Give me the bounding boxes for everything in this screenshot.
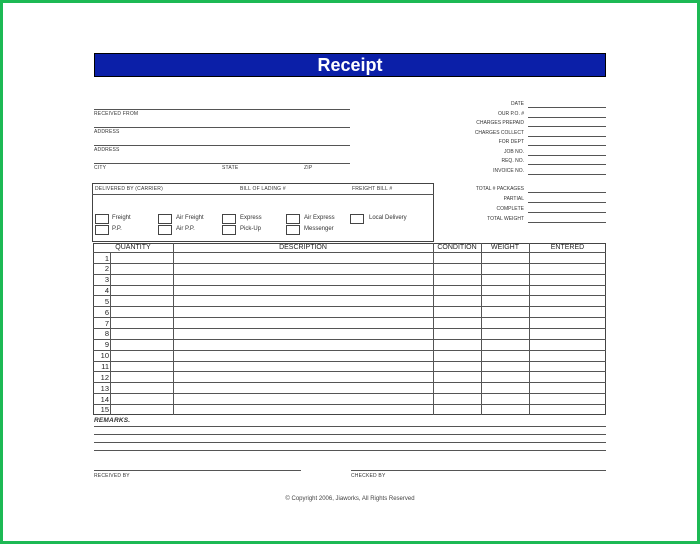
right-field-line[interactable]: [528, 145, 606, 146]
pp-label: P.P.: [112, 226, 122, 232]
total-line[interactable]: [528, 192, 606, 193]
right-field-label: FOR DEPT: [498, 139, 524, 145]
bill-of-lading-label: BILL OF LADING #: [240, 186, 286, 192]
copyright-notice: © Copyright 2006, Jiaworks, All Rights Reserved: [285, 496, 415, 502]
checkbox-air-pp[interactable]: [158, 225, 172, 235]
header-quantity: QUANTITY: [115, 244, 151, 251]
header-description: DESCRIPTION: [279, 244, 327, 251]
right-field-line[interactable]: [528, 155, 606, 156]
checkbox-air-express[interactable]: [286, 214, 300, 224]
column-divider: [433, 243, 434, 415]
total-label: TOTAL WEIGHT: [487, 216, 524, 222]
header-entered: ENTERED: [550, 244, 585, 251]
row-number: 11: [101, 362, 109, 371]
row-number: 5: [104, 296, 109, 306]
carrier-divider: [92, 194, 434, 195]
column-divider: [110, 252, 111, 415]
row-number: 8: [104, 329, 109, 339]
row-number: 6: [104, 307, 109, 317]
row-number: 14: [100, 394, 109, 404]
zip-label: ZIP: [304, 165, 313, 171]
express-label: Express: [240, 215, 262, 221]
row-number: 15: [100, 405, 109, 415]
right-field-label: CHARGES COLLECT: [474, 129, 524, 136]
checkbox-pick-up[interactable]: [222, 225, 236, 235]
total-label: COMPLETE: [496, 206, 524, 212]
checked-by-label: CHECKED BY: [351, 473, 386, 479]
city-label: CITY: [94, 165, 107, 171]
messenger-label: Messenger: [304, 226, 334, 232]
checkbox-local-delivery[interactable]: [350, 214, 364, 224]
remarks-line[interactable]: [94, 450, 606, 451]
row-number: 9: [104, 340, 109, 350]
pick-up-label: Pick-Up: [240, 226, 262, 232]
total-line[interactable]: [528, 222, 606, 223]
right-field-label: DATE: [511, 101, 524, 107]
table-row[interactable]: [93, 295, 606, 296]
air-freight-label: Air Freight: [176, 215, 204, 221]
state-label: STATE: [222, 165, 239, 171]
right-field-label: CHARGES PREPAID: [476, 120, 524, 126]
total-label: PARTIAL: [503, 196, 524, 202]
row-number: 12: [100, 372, 109, 382]
local-delivery-label: Local Delivery: [369, 215, 407, 221]
row-number: 7: [104, 318, 109, 328]
column-divider: [173, 243, 174, 415]
row-number: 1: [104, 253, 109, 263]
header-weight: WEIGHT: [491, 244, 519, 251]
receipt-title-banner: Receipt: [94, 53, 606, 77]
column-divider: [481, 243, 482, 415]
received-from-label: RECEIVED FROM: [94, 111, 139, 117]
delivered-by-label: DELIVERED BY (CARRIER): [95, 186, 163, 192]
table-row[interactable]: [93, 317, 606, 318]
remarks-line[interactable]: [94, 434, 606, 435]
total-label: TOTAL # PACKAGES: [475, 186, 524, 192]
row-number: 3: [104, 275, 109, 285]
remarks-label: REMARKS.: [94, 417, 131, 424]
right-field-line[interactable]: [528, 164, 606, 165]
table-row[interactable]: [93, 404, 606, 405]
table-row[interactable]: [93, 361, 606, 362]
checked-by-line[interactable]: [351, 470, 606, 471]
table-row[interactable]: [93, 306, 606, 307]
air-express-label: Air Express: [304, 215, 335, 221]
right-field-label: INVOICE NO.: [493, 167, 524, 174]
address2-label: ADDRESS: [94, 147, 120, 153]
header-condition: CONDITION: [437, 244, 477, 251]
freight-label: Freight: [112, 215, 131, 221]
received-from-line-2[interactable]: [94, 127, 350, 128]
freight-bill-label: FREIGHT BILL #: [352, 186, 393, 192]
received-from-line[interactable]: [94, 109, 350, 110]
table-row[interactable]: [93, 350, 606, 351]
row-number: 13: [100, 383, 109, 393]
right-field-line[interactable]: [528, 107, 606, 108]
address1-line[interactable]: [94, 145, 350, 146]
total-line[interactable]: [528, 212, 606, 213]
table-row[interactable]: [93, 339, 606, 340]
right-field-line[interactable]: [528, 117, 606, 118]
remarks-line[interactable]: [94, 442, 606, 443]
address2-line[interactable]: [94, 163, 350, 164]
checkbox-pp[interactable]: [95, 225, 109, 235]
total-line[interactable]: [528, 202, 606, 203]
column-divider: [529, 243, 530, 415]
row-number: 10: [100, 351, 109, 361]
table-row[interactable]: [93, 382, 606, 383]
air-pp-label: Air P.P.: [176, 226, 195, 232]
remarks-line[interactable]: [94, 426, 606, 427]
row-number: 2: [104, 264, 109, 274]
row-number: 4: [104, 286, 109, 296]
checkbox-messenger[interactable]: [286, 225, 300, 235]
table-row[interactable]: [93, 328, 606, 329]
right-field-label: OUR P.O. #: [497, 110, 524, 117]
right-field-line[interactable]: [528, 126, 606, 127]
right-field-line[interactable]: [528, 174, 606, 175]
received-by-label: RECEIVED BY: [94, 473, 130, 479]
table-row[interactable]: [93, 393, 606, 394]
right-field-label: JOB NO.: [503, 148, 524, 155]
checkbox-express[interactable]: [222, 214, 236, 224]
table-row[interactable]: [93, 263, 606, 264]
table-row[interactable]: [93, 371, 606, 372]
checkbox-air-freight[interactable]: [158, 214, 172, 224]
address1-label: ADDRESS: [94, 129, 120, 135]
checkbox-freight[interactable]: [95, 214, 109, 224]
right-field-line[interactable]: [528, 136, 606, 137]
right-field-label: REQ. NO.: [501, 158, 524, 164]
table-row[interactable]: [93, 274, 606, 275]
table-row[interactable]: [93, 285, 606, 286]
received-by-line[interactable]: [94, 470, 301, 471]
